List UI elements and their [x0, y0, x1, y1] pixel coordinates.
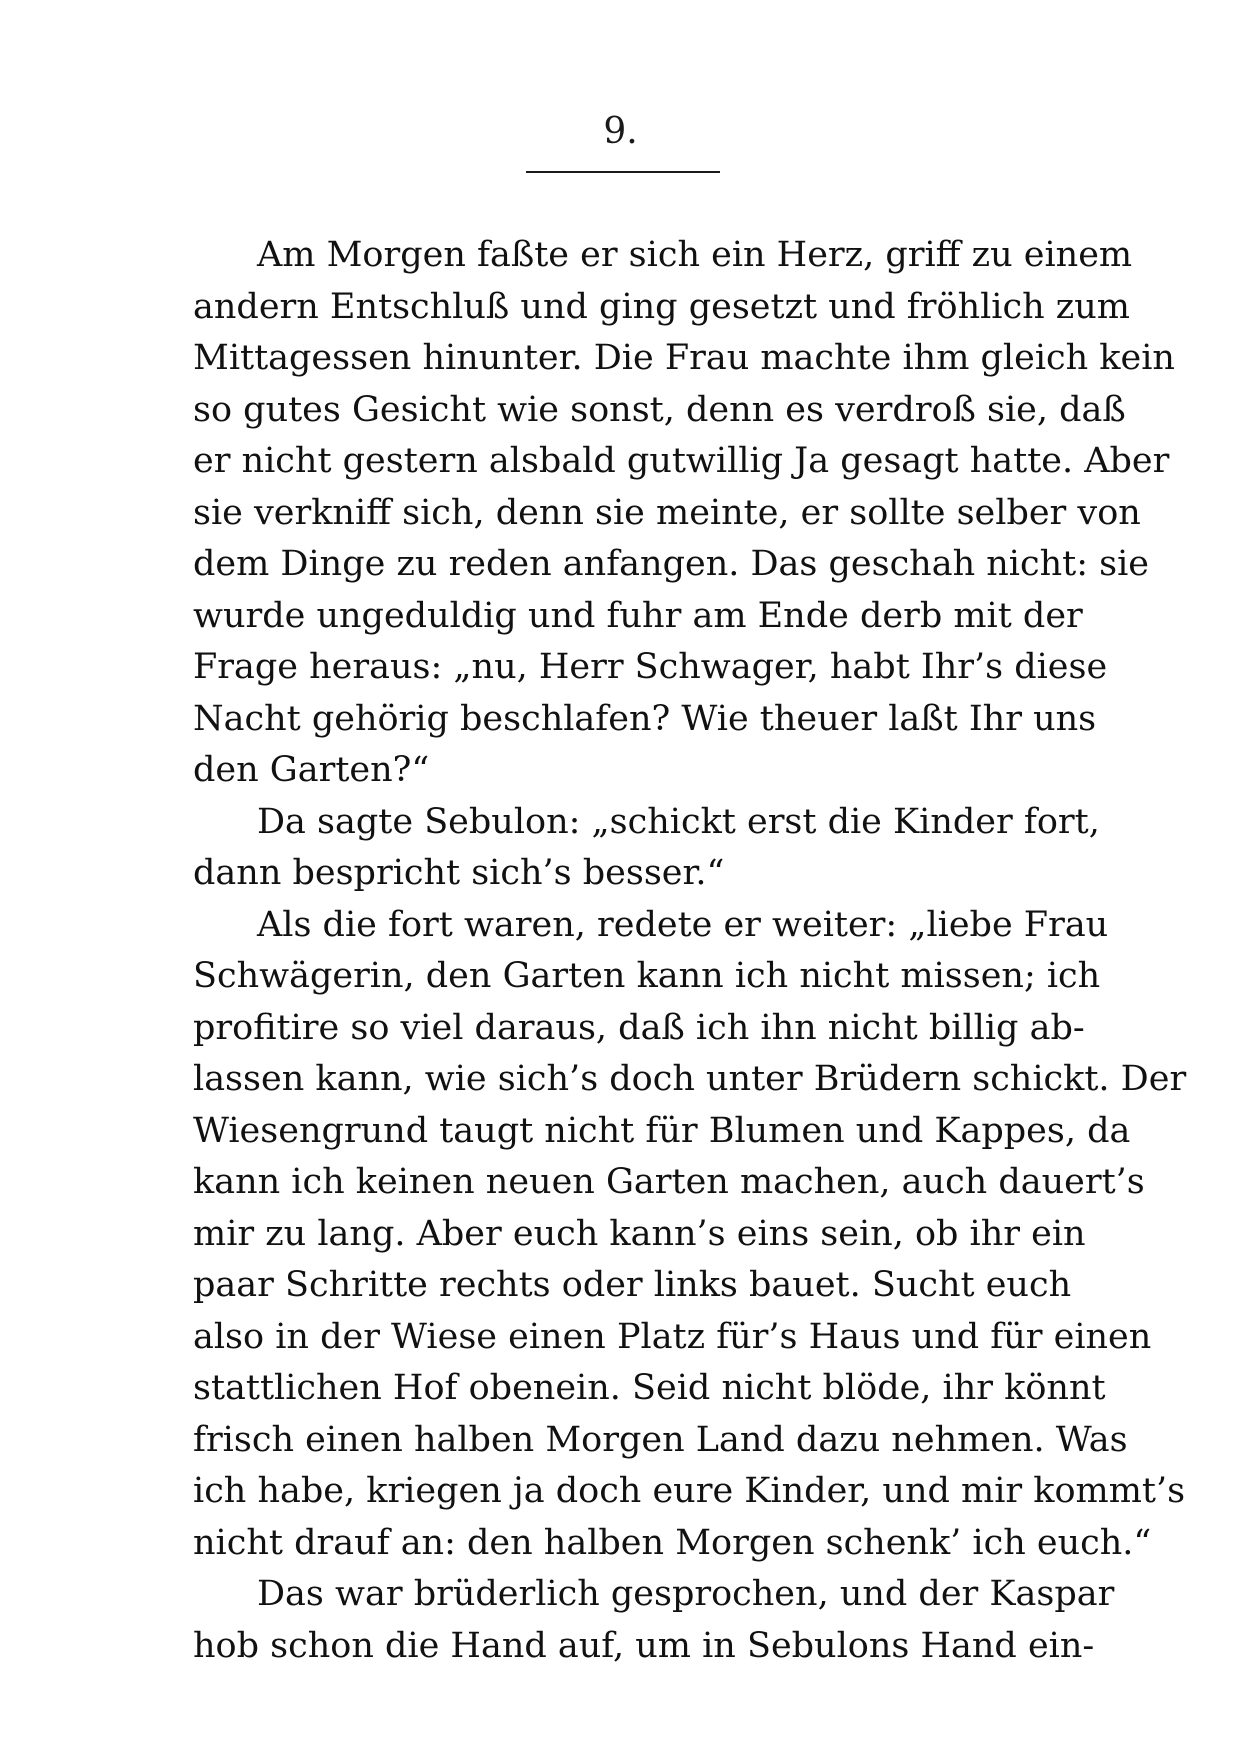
text-line: dann bespricht sich’s besser.“ — [193, 853, 725, 893]
text-line: Schwägerin, den Garten kann ich nicht missen; ich — [193, 956, 1101, 996]
text-line: profitire so viel daraus, daß ich ihn nicht billig ab- — [193, 1007, 1085, 1048]
text-line: paar Schritte rechts oder links bauet. Sucht euch — [193, 1265, 1072, 1305]
text-line: Wiesengrund taugt nicht für Blumen und Kappes, da — [193, 1110, 1131, 1151]
text-line: stattlichen Hof obenein. Seid nicht blöde, ihr könnt — [193, 1368, 1106, 1408]
text-line: kann ich keinen neuen Garten machen, auch dauert’s — [193, 1162, 1145, 1202]
text-line: wurde ungeduldig und fuhr am Ende derb mit der — [193, 595, 1083, 636]
text-line: hob schon die Hand auf, um in Sebulons Hand ein- — [193, 1625, 1095, 1666]
text-line: andern Entschluß und ging gesetzt und fröhlich zum — [193, 286, 1130, 327]
text-line: dem Dinge zu reden anfangen. Das geschah nicht: sie — [193, 544, 1149, 584]
text-line: so gutes Gesicht wie sonst, denn es verdroß sie, daß — [193, 389, 1126, 430]
text-line: also in der Wiese einen Platz für’s Haus und für einen — [193, 1316, 1152, 1357]
text-line: nicht drauf an: den halben Morgen schenk’ ich euch.“ — [193, 1522, 1152, 1563]
text-line: er nicht gestern alsbald gutwillig Ja gesagt hatte. Aber — [193, 441, 1170, 481]
text-line: Als die fort waren, redete er weiter: „liebe Frau — [257, 904, 1109, 945]
text-line: frisch einen halben Morgen Land dazu nehmen. Was — [193, 1419, 1128, 1460]
text-line: lassen kann, wie sich’s doch unter Brüdern schickt. Der — [193, 1059, 1187, 1099]
page-number: 9. — [603, 111, 638, 152]
text-line: sie verkniff sich, denn sie meinte, er sollte selber von — [193, 492, 1141, 533]
text-line: Frage heraus: „nu, Herr Schwager, habt Ihr’s diese — [193, 647, 1108, 687]
body-text — [193, 230, 1187, 1672]
text-line: Das war brüderlich gesprochen, und der Kaspar — [257, 1574, 1115, 1614]
text-line: Am Morgen faßte er sich ein Herz, griff zu einem — [257, 235, 1133, 275]
text-line: ich habe, kriegen ja doch eure Kinder, und mir kommt’s — [193, 1471, 1186, 1511]
text-line: den Garten?“ — [193, 750, 430, 790]
text-line: Nacht gehörig beschlafen? Wie theuer laßt Ihr uns — [193, 698, 1097, 739]
text-line: Mittagessen hinunter. Die Frau machte ihm gleich kein — [193, 338, 1175, 378]
header-rule — [526, 171, 720, 173]
text-line: Da sagte Sebulon: „schickt erst die Kinder fort, — [257, 801, 1100, 842]
text-line: mir zu lang. Aber euch kann’s eins sein, ob ihr ein — [193, 1213, 1086, 1254]
